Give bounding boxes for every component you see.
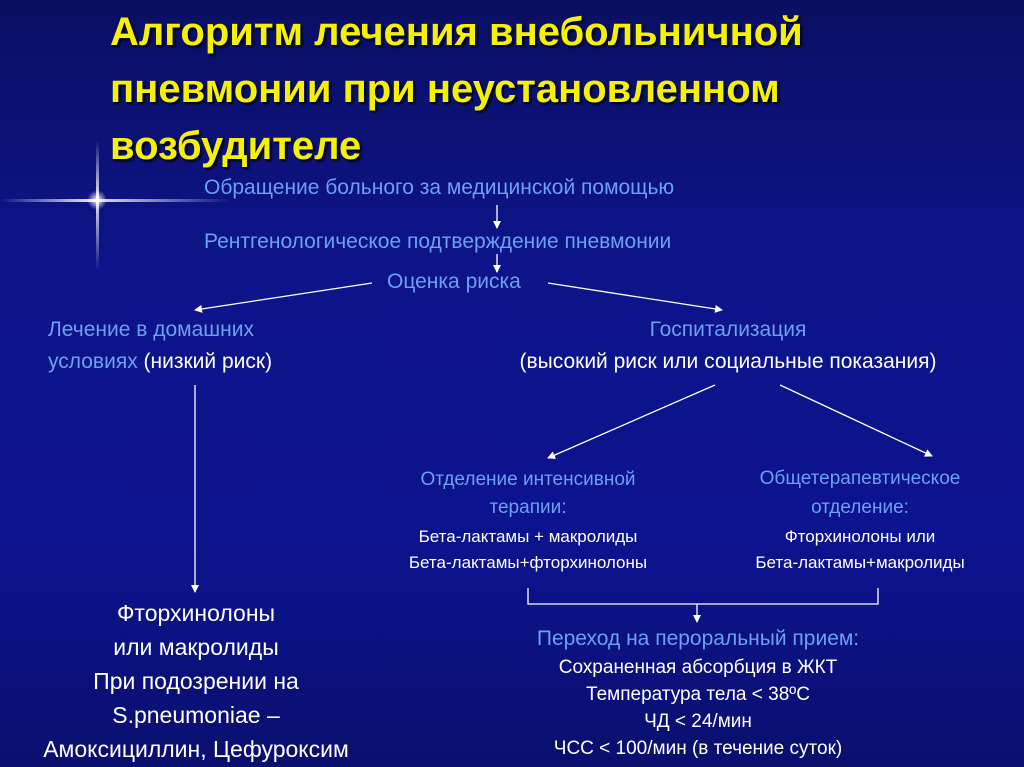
box-general-ward — [700, 464, 1020, 576]
home-treatment-line-5: Амоксициллин, Цефуроксим — [43, 736, 349, 762]
title-line-2: пневмонии при неустановленном — [110, 67, 780, 111]
oral-heading: Переход на пероральный прием: — [536, 627, 860, 650]
branch-home-treatment — [48, 314, 272, 378]
bracket-to-oral — [528, 588, 878, 604]
home-line-1: Лечение в домашних — [48, 318, 254, 341]
branch-hospitalization — [440, 314, 1016, 378]
home-treatment-line-1: Фторхинолоны — [116, 600, 276, 626]
home-treatment-line-3: При подозрении на — [93, 668, 299, 694]
home-line-2-white: (низкий риск) — [137, 350, 273, 373]
hosp-line-2: (высокий риск или социальные показания) — [519, 350, 937, 373]
step-xray-confirmation: Рентгенологическое подтверждение пневмонии — [204, 230, 672, 253]
home-treatment-line-4: S.pneumoniae – — [112, 702, 280, 728]
step-risk-assessment: Оценка риска — [387, 270, 521, 293]
general-drug-2: Бета-лактамы+макролиды — [755, 553, 965, 572]
general-line-1: Общетерапевтическое — [759, 468, 961, 489]
icu-drug-2: Бета-лактамы+фторхинолоны — [408, 553, 648, 572]
icu-drug-1: Бета-лактамы + макролиды — [418, 527, 638, 546]
home-line-2 — [48, 346, 272, 378]
oral-criterion-1: Сохраненная абсорбция в ЖКТ — [558, 657, 838, 678]
step-request-help: Обращение больного за медицинской помощью — [204, 176, 675, 199]
title-line-3: возбудителе — [110, 124, 362, 168]
title-line-1: Алгоритм лечения внебольничной — [110, 10, 803, 54]
general-drug-1: Фторхинолоны или — [784, 527, 936, 546]
box-icu — [352, 466, 704, 576]
oral-criterion-2: Температура тела < 38ºС — [586, 684, 810, 705]
icu-line-1: Отделение интенсивной — [420, 469, 636, 490]
arrow-risk-to-home — [195, 283, 372, 310]
oral-criterion-3: ЧД < 24/мин — [644, 711, 752, 732]
home-treatment-line-2: или макролиды — [113, 634, 279, 660]
arrow-risk-to-hosp — [548, 283, 722, 310]
arrow-hosp-to-icu — [548, 385, 715, 458]
home-treatment-drugs — [0, 596, 392, 766]
hosp-line-1: Госпитализация — [649, 318, 807, 341]
box-oral-switch — [482, 624, 914, 762]
home-line-2-blue: условиях — [48, 350, 138, 373]
arrow-hosp-to-general — [780, 385, 932, 456]
general-line-2: отделение: — [811, 497, 909, 518]
icu-line-2: терапии: — [489, 497, 567, 518]
oral-criterion-4: ЧСС < 100/мин (в течение суток) — [553, 738, 843, 759]
